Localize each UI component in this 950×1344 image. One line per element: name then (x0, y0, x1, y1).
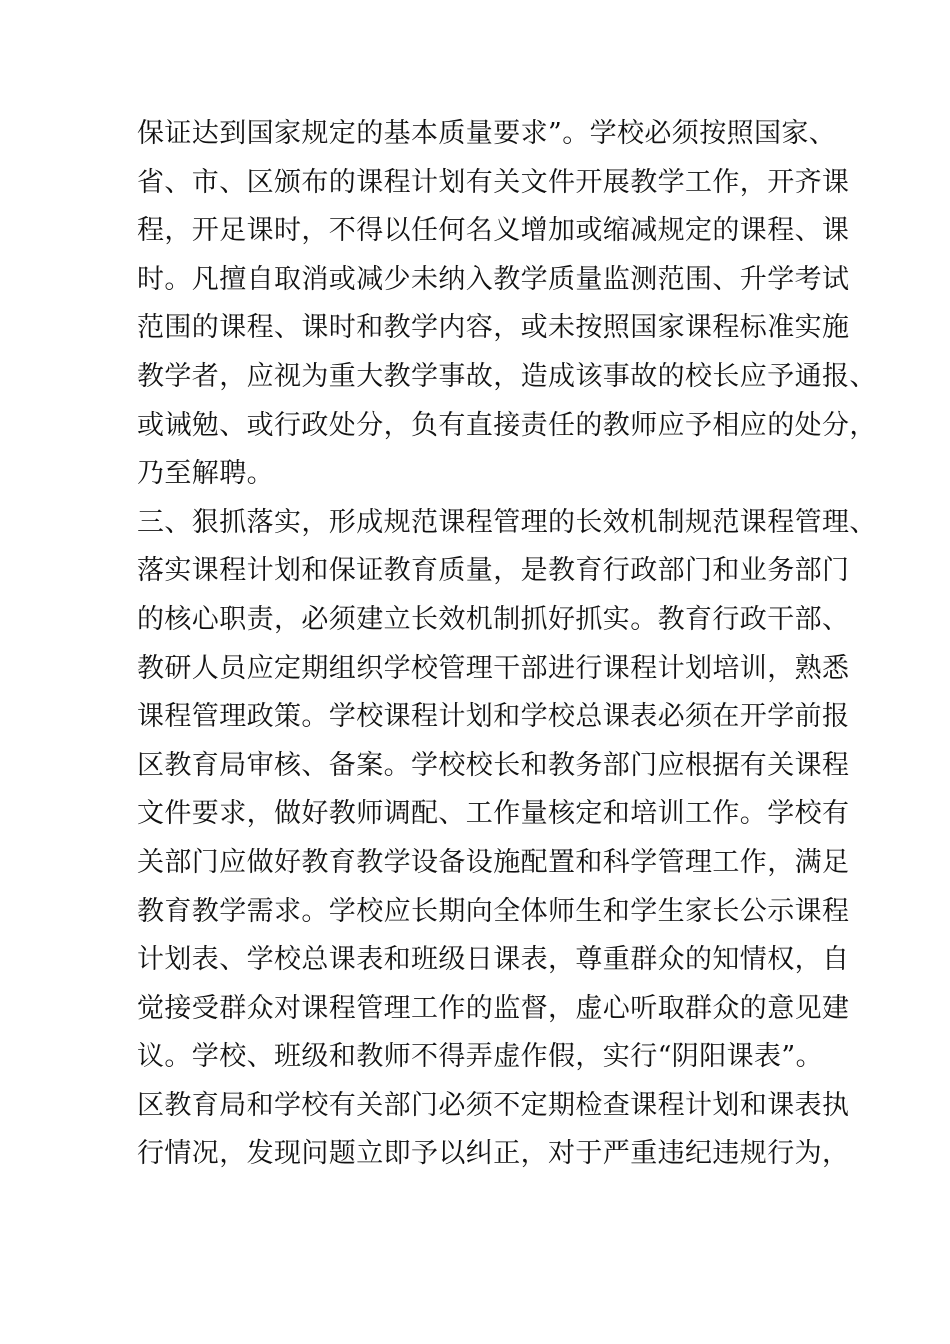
text-line-21: 区教育局和学校有关部门必须不定期检查课程计划和课表执 (137, 1089, 850, 1121)
text-line-12: 教研人员应定期组织学校管理干部进行课程计划培训，熟悉 (137, 652, 850, 684)
text-line-20: 议。学校、班级和教师不得弄虚作假，实行“阴阳课表”。 (137, 1041, 824, 1073)
text-line-16: 关部门应做好教育教学设备设施配置和科学管理工作，满足 (137, 846, 850, 878)
section-heading-line: 三、狠抓落实，形成规范课程管理的长效机制规范课程管理、 (137, 506, 877, 538)
text-line-19: 觉接受群众对课程管理工作的监督，虚心听取群众的意见建 (137, 992, 850, 1024)
text-line-10: 落实课程计划和保证教育质量，是教育行政部门和业务部门 (137, 555, 850, 587)
text-line-7: 或诫勉、或行政处分，负有直接责任的教师应予相应的处分， (137, 409, 877, 441)
text-line-6: 教学者，应视为重大教学事故，造成该事故的校长应予通报、 (137, 360, 877, 392)
body-text (137, 110, 877, 1179)
text-line-13: 课程管理政策。学校课程计划和学校总课表必须在开学前报 (137, 701, 850, 733)
text-line-8: 乃至解聘。 (137, 458, 274, 490)
text-line-15: 文件要求，做好教师调配、工作量核定和培训工作。学校有 (137, 798, 850, 830)
text-line-3: 程，开足课时，不得以任何名义增加或缩减规定的课程、课 (137, 215, 850, 247)
text-line-18: 计划表、学校总课表和班级日课表，尊重群众的知情权，自 (137, 944, 850, 976)
text-line-5: 范围的课程、课时和教学内容，或未按照国家课程标准实施 (137, 312, 850, 344)
text-line-14: 区教育局审核、备案。学校校长和教务部门应根据有关课程 (137, 749, 850, 781)
text-line-4: 时。凡擅自取消或减少未纳入教学质量监测范围、升学考试 (137, 263, 850, 295)
text-line-22: 行情况，发现问题立即予以纠正，对于严重违纪违规行为， (137, 1138, 850, 1170)
text-line-1: 保证达到国家规定的基本质量要求”。学校必须按照国家、 (137, 118, 837, 149)
text-line-11: 的核心职责，必须建立长效机制抓好抓实。教育行政干部、 (137, 603, 850, 635)
text-line-17: 教育教学需求。学校应长期向全体师生和学生家长公示课程 (137, 895, 850, 927)
text-line-2: 省、市、区颁布的课程计划有关文件开展教学工作，开齐课 (137, 166, 850, 198)
